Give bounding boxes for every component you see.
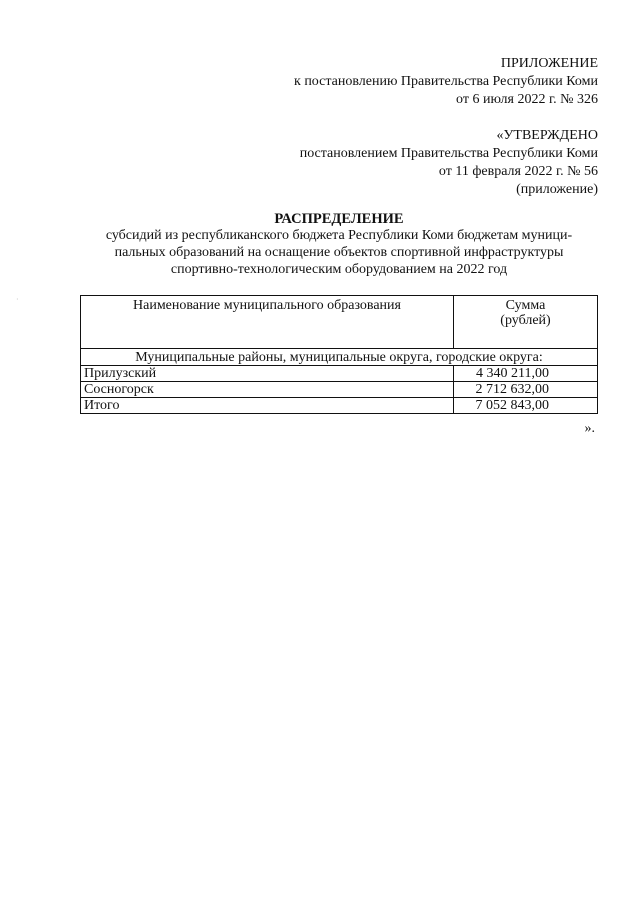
column-header-name: Наименование муниципального образования [81, 296, 454, 349]
scan-mark: · [16, 295, 19, 304]
subtitle-line-2: пальных образований на оснащение объектов спортивной инфраструктуры [114, 245, 564, 260]
appendix-label: ПРИЛОЖЕНИЕ [500, 56, 598, 71]
table-row-total [81, 398, 598, 414]
row-sum: 7 052 843,00 [454, 398, 598, 414]
row-name: Итого [81, 398, 454, 414]
table-header-row [81, 296, 598, 349]
column-header-sum [454, 296, 598, 349]
row-name: Сосногорск [81, 382, 454, 398]
closing-quote: ». [584, 421, 595, 436]
appendix-ref: к постановлению Правительства Республики Коми [294, 74, 598, 89]
group-label: Муниципальные районы, муниципальные округа, городские округа: [81, 349, 598, 366]
document-title: РАСПРЕДЕЛЕНИЕ [274, 211, 404, 227]
appendix-date: от 6 июля 2022 г. № 326 [456, 92, 598, 107]
distribution-table [80, 295, 598, 414]
row-sum: 2 712 632,00 [454, 382, 598, 398]
approved-label: «УТВЕРЖДЕНО [496, 128, 598, 143]
table-row [81, 366, 598, 382]
table-row [81, 382, 598, 398]
column-header-sum-line1: Сумма [505, 298, 546, 313]
column-header-sum-line2: (рублей) [500, 313, 551, 328]
row-sum: 4 340 211,00 [454, 366, 598, 382]
approved-date: от 11 февраля 2022 г. № 56 [438, 164, 598, 179]
table-group-row [81, 349, 598, 366]
subtitle-line-1: субсидий из республиканского бюджета Республики Коми бюджетам муници- [105, 228, 573, 243]
approved-ref: постановлением Правительства Республики Коми [299, 146, 598, 161]
subtitle-line-3: спортивно-технологическим оборудованием на 2022 год [170, 262, 508, 277]
approved-note: (приложение) [516, 182, 598, 197]
row-name: Прилузский [81, 366, 454, 382]
